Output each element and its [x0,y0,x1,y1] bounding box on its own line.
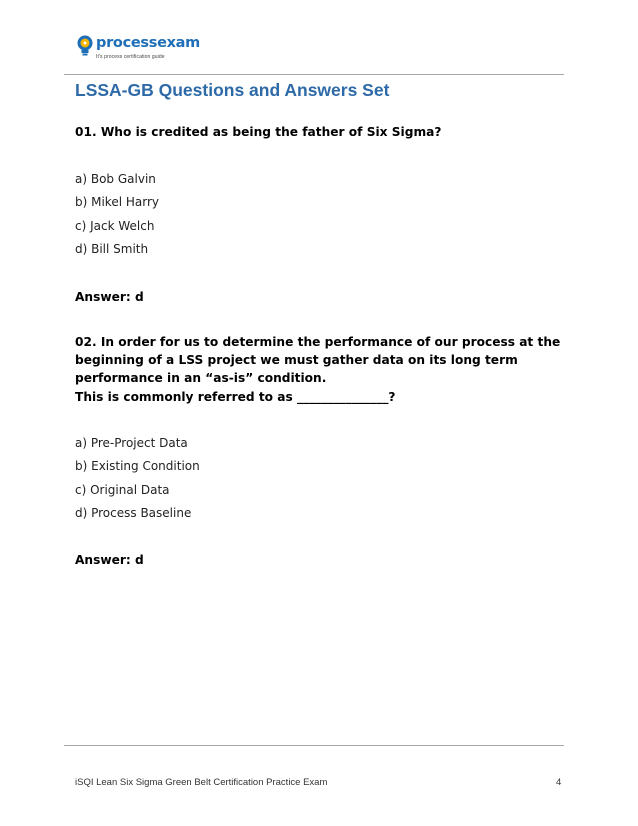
question-2-line-2: beginning of a LSS project we must gather data on its long term [75,353,518,367]
question-1: 01. Who is credited as being the father of Six Sigma? [75,125,442,139]
q2-option-b: b) Existing Condition [75,459,200,473]
page-number: 4 [556,777,562,788]
footer-text: iSQI Lean Six Sigma Green Belt Certification Practice Exam [75,777,328,788]
q1-option-b: b) Mikel Harry [75,195,159,209]
q1-option-c: c) Jack Welch [75,219,155,233]
question-2-line-3: performance in an “as-is” condition. [75,371,327,385]
q2-answer: Answer: d [75,553,144,567]
footer-divider [64,745,564,746]
q1-option-d: d) Bill Smith [75,242,149,256]
page-title: LSSA-GB Questions and Answers Set [75,80,390,100]
q2-option-d: d) Process Baseline [75,506,192,520]
question-2-line-1: 02. In order for us to determine the performance of our process at the [75,335,561,349]
logo-tagline: It's process certification guide [96,54,165,60]
processexam-logo [75,31,200,67]
q1-option-a: a) Bob Galvin [75,172,156,186]
lightbulb-icon [75,34,95,60]
q2-option-a: a) Pre-Project Data [75,436,188,450]
logo-wordmark: processexam [96,35,200,51]
question-2-line-4: This is commonly referred to as _______________? [75,390,396,404]
q1-answer: Answer: d [75,290,144,304]
header-divider [64,74,564,75]
q2-option-c: c) Original Data [75,483,170,497]
